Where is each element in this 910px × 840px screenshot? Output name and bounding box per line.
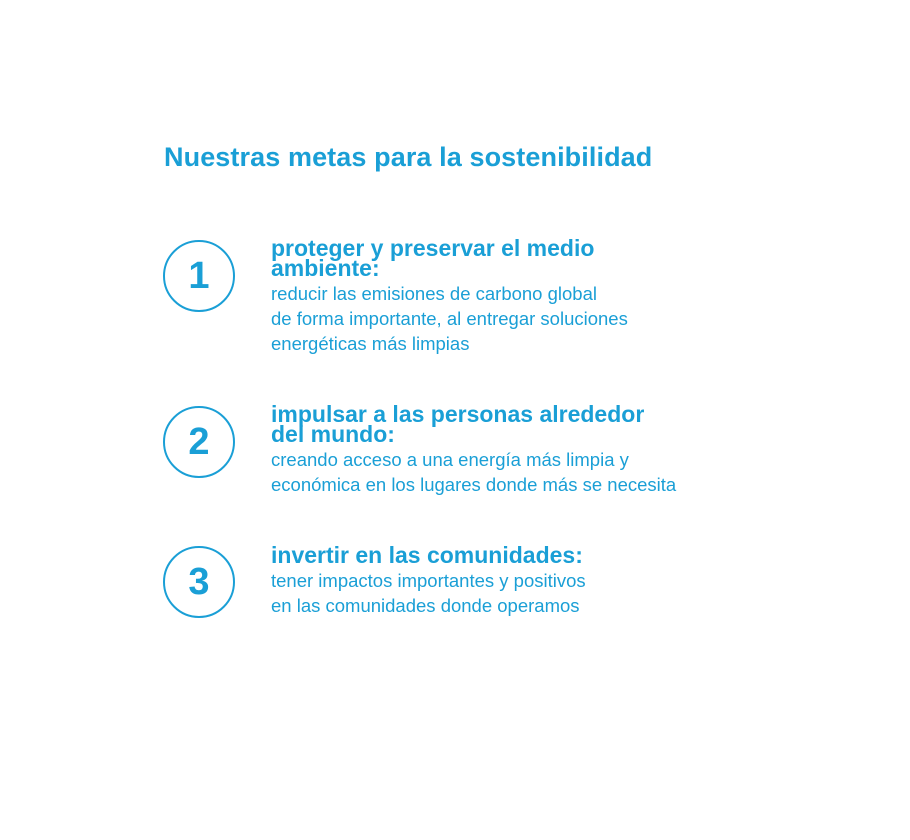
goal-number-badge: 3 <box>163 546 235 618</box>
goal-heading-line: invertir en las comunidades: <box>271 542 583 568</box>
goal-description-line: de forma importante, al entregar soluciones <box>271 308 628 329</box>
goal-number-badge: 2 <box>163 406 235 478</box>
goal-heading <box>271 401 831 447</box>
goal-heading <box>271 235 831 281</box>
goal-description <box>271 447 831 497</box>
goal-heading-line: impulsar a las personas alrededor <box>271 401 645 427</box>
goal-description <box>271 281 831 356</box>
goal-number-badge: 1 <box>163 240 235 312</box>
goal-text <box>271 235 831 356</box>
goal-description-line: reducir las emisiones de carbono global <box>271 283 597 304</box>
page-title: Nuestras metas para la sostenibilidad <box>164 142 653 172</box>
goal-description-line: en las comunidades donde operamos <box>271 595 580 616</box>
goal-description-line: energéticas más limpias <box>271 333 470 354</box>
goal-heading <box>271 542 831 568</box>
goal-description-line: económica en los lugares donde más se necesita <box>271 474 677 495</box>
goal-text <box>271 542 831 618</box>
goal-description-line: tener impactos importantes y positivos <box>271 570 586 591</box>
goal-description <box>271 568 831 618</box>
goal-heading-line: ambiente: <box>271 255 380 281</box>
goal-heading-line: del mundo: <box>271 421 395 447</box>
goal-description-line: creando acceso a una energía más limpia y <box>271 449 629 470</box>
goal-heading-line: proteger y preservar el medio <box>271 235 595 261</box>
goal-text <box>271 401 831 497</box>
